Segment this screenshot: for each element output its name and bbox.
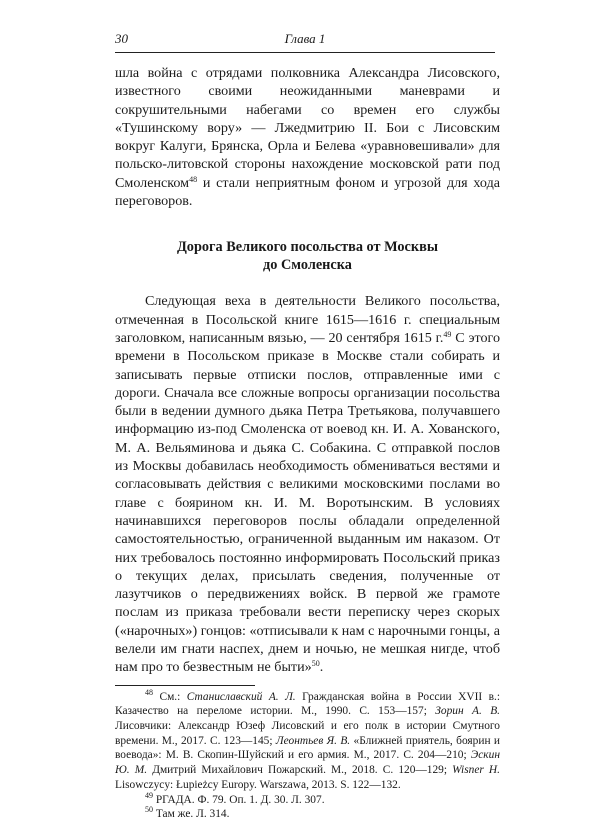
header-rule — [115, 52, 495, 53]
footnote-rule — [115, 685, 255, 686]
section-heading-line2: до Смоленска — [263, 257, 352, 274]
footnote-49: $^{49}$ РГАДА. Ф. 79. Оп. 1. Д. 30. Л. 307. — [145, 790, 325, 806]
running-header — [115, 31, 495, 49]
intro-paragraph: шла война с отрядами полковника Александра Лисовского, известного своими неожиданными маневрами и сокрушительными набегами со времен его службы «Тушинскому вору» — Лжедмитрию II. Бои с Лисовским вокруг Калуги, Брянска, Орла и Белева «уравновешивали» для польско-литовской стороны нахождение московской рати под Смоленском$^{48}$ и стали неприятным фоном и угрозой для хода переговоров. — [115, 65, 500, 210]
note-ref-49[interactable]: 49 — [443, 329, 452, 339]
chapter-title: Глава 1 — [284, 31, 326, 46]
main-paragraph: Следующая веха в деятельности Великого посольства, отмеченная в Посольской книге 1615—1616 г. специальным заголовком, написанным вязью, — 20 сентября 1615 г.$^{49}$ С этого времени в Посольском приказе в Москве стали собирать и записывать первые отписки послов, отправленные ими с дороги. Сначала все сложные вопросы организации посольства были в ведении думного дьяка Петра Третьякова, получавшего информацию из-под Смоленска от воевод кн. И. А. Хованского, М. А. Вельяминова и дьяка С. Собакина. С отправкой послов из Москвы добавилась необходимость обмениваться вестями и согласовывать действия с великими московскими послами во главе с боярином кн. И. М. Воротынским. В условиях начинавшихся переговоров послы обладали определенной самостоятельностью, ограниченной выданным им наказом. От них требовалось постоянно информировать Посольский приказ о текущих делах, присылать сведения, полученные от лазутчиков о передвижениях войск. В первой же грамоте послам из приказа требовали вести переписку через скорых («нарочных») гонцов: «отписывали к нам с нарочными гонцы, а велели им гнати наспех, днем и ночью, не мешкая нигде, чтоб нам про то безвестным не быти»$^{50}$. — [115, 293, 500, 676]
section-heading — [127, 238, 488, 274]
page-body — [115, 64, 500, 822]
note-ref-48[interactable]: 48 — [189, 174, 198, 184]
note-ref-50[interactable]: 50 — [311, 659, 320, 669]
footnote-50: $^{50}$ Там же. Л. 314. — [145, 805, 230, 821]
section-heading-line1: Дорога Великого посольства от Москвы — [176, 239, 439, 256]
footnote-48: $^{48}$ См.: Станиславский А. Л. Гражданская война в России XVII в.: Казачество на переломе истории. М., 1990. С. 153—157; Зорин А. В. Лисовчики: Александр Юзеф Лисовский и его полк в истории Смутного времени. М., 2017. С. 123—145; Леонтьев Я. В. «Ближней приятель, боярин и воевода»: М. В. Скопин-Шуйский и его армия. М., 2017. С. 204—210; Эскин Ю. М. Дмитрий Михайлович Пожарский. М., 2018. С. 120—129; Wisner H. Lisowczycy: Łupieżcy Europy. Warszawa, 2013. S. 122—132. — [115, 687, 501, 791]
page-number: 30 — [115, 31, 128, 46]
